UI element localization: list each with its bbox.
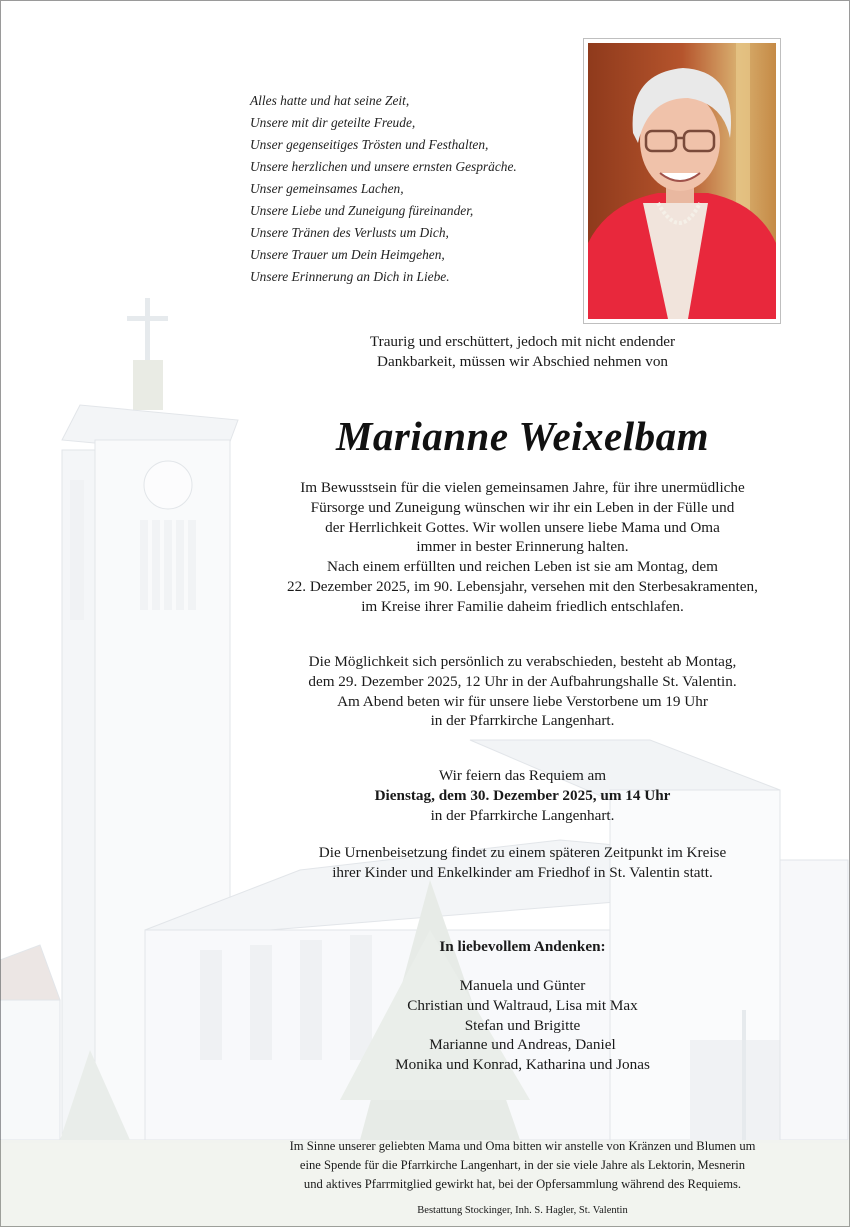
portrait-image (588, 43, 776, 319)
text-line: im Kreise ihrer Familie daheim friedlich entschlafen. (361, 597, 684, 615)
poem-line: Unsere herzlichen und unsere ernsten Gespräche. (250, 159, 517, 174)
text-line: Die Urnenbeisetzung findet zu einem späteren Zeitpunkt im Kreise (318, 844, 727, 861)
poem-line: Unser gegenseitiges Trösten und Festhalten, (250, 137, 489, 152)
request-line: und aktives Pfarrmitglied gewirkt hat, bei der Opfersammlung während des Requiems. (303, 1177, 742, 1191)
intro-line: Traurig und erschüttert, jedoch mit nicht endender (369, 333, 676, 350)
request-line: eine Spende für die Pfarrkirche Langenhart, in der sie viele Jahre als Lektorin, Mesnerin (299, 1158, 746, 1172)
mourner-entry: Stefan und Brigitte (464, 1016, 581, 1034)
mourner-entry: Christian und Waltraud, Lisa mit Max (407, 996, 638, 1014)
poem-line: Unsere Trauer um Dein Heimgehen, (250, 247, 445, 262)
requiem-text (200, 766, 845, 825)
text-line: ihrer Kinder und Enkelkinder am Friedhof in St. Valentin statt. (332, 863, 713, 881)
text-line: in der Pfarrkirche Langenhart. (430, 712, 615, 730)
request-line: Im Sinne unserer geliebten Mama und Oma bitten wir anstelle von Kränzen und Blumen um (289, 1139, 756, 1153)
requiem-date: Dienstag, dem 30. Dezember 2025, um 14 Uhr (374, 786, 671, 804)
text-line: der Herrlichkeit Gottes. Wir wollen unsere liebe Mama und Oma (325, 518, 720, 536)
text-line: Im Bewusstsein für die vielen gemeinsamen Jahre, für ihre unermüdliche (300, 479, 745, 496)
mourner-entry: Manuela und Günter (459, 977, 586, 994)
text-line: dem 29. Dezember 2025, 12 Uhr in der Aufbahrungshalle St. Valentin. (308, 672, 737, 690)
poem-line: Unsere Erinnerung an Dich in Liebe. (250, 269, 450, 284)
donation-request (200, 1137, 845, 1194)
mourner-entry: Monika und Konrad, Katharina und Jonas (395, 1056, 650, 1074)
text-line: Fürsorge und Zuneigung wünschen wir ihr ein Leben in der Fülle und (310, 498, 735, 516)
remembrance-text (200, 478, 845, 617)
mourners-list (200, 976, 845, 1075)
mourner-entry: Marianne und Andreas, Daniel (429, 1036, 616, 1054)
portrait-photo (583, 38, 781, 324)
poem (250, 90, 517, 288)
text-line: Die Möglichkeit sich persönlich zu verabschieden, besteht ab Montag, (308, 653, 737, 670)
urn-burial-text (200, 843, 845, 883)
text-line: 22. Dezember 2025, im 90. Lebensjahr, versehen mit den Sterbesakramenten, (287, 577, 758, 595)
poem-line: Unser gemeinsames Lachen, (250, 181, 404, 196)
intro-text (200, 332, 845, 372)
poem-line: Unsere Liebe und Zuneigung füreinander, (250, 203, 474, 218)
poem-line: Unsere Tränen des Verlusts um Dich, (250, 225, 449, 240)
poem-line: Unsere mit dir geteilte Freude, (250, 115, 416, 130)
text-line: immer in bester Erinnerung halten. (416, 538, 629, 556)
mourners-heading: In liebevollem Andenken: (439, 938, 606, 955)
intro-line: Dankbarkeit, müssen wir Abschied nehmen von (376, 352, 669, 370)
farewell-text (200, 652, 845, 731)
requiem-line: in der Pfarrkirche Langenhart. (430, 806, 615, 824)
text-line: Am Abend beten wir für unsere liebe Verstorbene um 19 Uhr (337, 692, 708, 710)
text-line: Nach einem erfüllten und reichen Leben ist sie am Montag, dem (327, 558, 718, 576)
funeral-home-footer: Bestattung Stockinger, Inh. S. Hagler, St. Valentin (417, 1205, 628, 1216)
deceased-name: Marianne Weixelbam (335, 413, 710, 459)
requiem-line: Wir feiern das Requiem am (438, 767, 607, 784)
poem-line: Alles hatte und hat seine Zeit, (250, 93, 410, 108)
